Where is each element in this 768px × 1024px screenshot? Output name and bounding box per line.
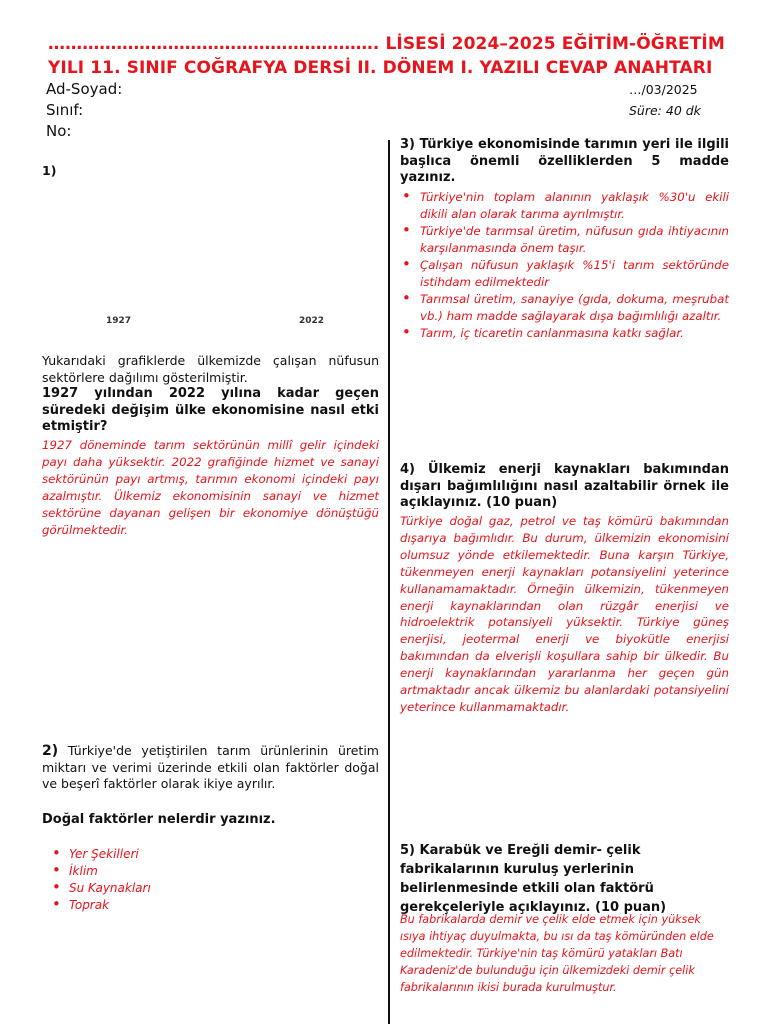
exam-title-line-2: YILI 11. SINIF COĞRAFYA DERSİ II. DÖNEM I. YAZILI CEVAP ANAHTARI bbox=[48, 58, 713, 78]
q2-number: 2) bbox=[42, 743, 59, 759]
q1-question: 1927 yılından 2022 yılına kadar geçen süredeki değişim ülke ekonomisine nasıl etki etmiştir? bbox=[42, 386, 379, 434]
q3-answer-list bbox=[400, 189, 729, 342]
q2-intro-text: Türkiye'de yetiştirilen tarım ürünlerinin üretim miktarı ve verimi üzerinde etkili olan faktörler doğal ve beşerî faktörler olarak ikiye ayrılır. bbox=[42, 743, 379, 791]
column-divider bbox=[388, 140, 390, 1024]
name-label: Ad-Soyad: bbox=[46, 80, 123, 98]
q1-intro: Yukarıdaki grafiklerde ülkemizde çalışan nüfusun sektörlere dağılımı gösterilmiştir. bbox=[42, 353, 379, 385]
q2-answer-list bbox=[42, 846, 379, 914]
list-item: • Türkiye'de tarımsal üretim, nüfusun gıda ihtiyacının karşılanmasında önem taşır. bbox=[400, 223, 729, 257]
q4-answer: Türkiye doğal gaz, petrol ve taş kömürü bakımından dışarıya bağımlıdır. Bu durum, ülkemizin ekonomisini olumsuz yönde etkilemektedir. Buna karşın Türkiye, tükenmeyen enerji kaynakları potansiyelini yeterince kullanamamaktadır. Örneğin ülkemizin, tükenmeyen enerji kaynaklarından olan rüzgâr enerjisi ve hidroelektrik potansiyeli yüksektir. Türkiye güneş enerjisi, jeotermal enerji ve biyokütle enerjisi bakımından da elverişli koşullara sahip bir ülkedir. Bu enerji kaynaklarından yararlanma her geçen gün artmaktadır ancak ülkemiz bu alanlardaki potansiyelini yeterince kullanmamaktadır. bbox=[400, 514, 729, 714]
list-item: • Su Kaynakları bbox=[42, 880, 379, 897]
list-item: • Tarımsal üretim, sanayiye (gıda, dokuma, meşrubat vb.) ham madde sağlayarak dışa bağımlılığı azaltır. bbox=[400, 291, 729, 325]
list-item: • İklim bbox=[42, 863, 379, 880]
q5-answer: Bu fabrikalarda demir ve çelik elde etmek için yüksek ısıya ihtiyaç duyulmakta, bu ısı da taş kömüründen elde edilmektedir. Türkiye'nin taş kömürü yatakları Batı Karadeniz'de bulunduğu için ülkemizdeki demir çelik fabrikalarının ikisi burada kurulmuştur. bbox=[400, 913, 714, 994]
exam-date: …/03/2025 bbox=[629, 82, 698, 97]
exam-title-line-1: …………………………………………………. LİSESİ 2024–2025 EĞİTİM-ÖĞRETİM bbox=[48, 34, 725, 54]
chart-year-1927: 1927 bbox=[106, 316, 132, 326]
class-label: Sınıf: bbox=[46, 101, 84, 119]
list-item: • Yer Şekilleri bbox=[42, 846, 379, 863]
number-label: No: bbox=[46, 122, 72, 140]
q5-question: 5) Karabük ve Ereğli demir- çelik fabrikalarının kuruluş yerlerinin belirlenmesinde etkili olan faktörü gerekçeleriyle açıklayınız. (10 puan) bbox=[400, 843, 667, 915]
q1-answer: 1927 döneminde tarım sektörünün millî gelir içindeki payı daha yüksektir. 2022 grafiğinde hizmet ve sanayi sektörünün payı artmış, tarımın ekonomi içindeki payı azalmıştır. Ülkemiz ekonomisinin sanayi ve hizmet sektörüne dayanan gelişen bir ekonomiye dönüştüğü görülmektedir. bbox=[42, 438, 379, 537]
q4-question: 4) Ülkemiz enerji kaynakları bakımından dışarı bağımlılığını nasıl azaltabilir örnek ile açıklayınız. (10 puan) bbox=[400, 462, 729, 510]
exam-duration: Süre: 40 dk bbox=[629, 103, 701, 118]
chart-year-2022: 2022 bbox=[299, 316, 325, 326]
exam-title bbox=[48, 32, 738, 80]
q1-number: 1) bbox=[42, 163, 57, 178]
list-item: • Tarım, iç ticaretin canlanmasına katkı sağlar. bbox=[400, 325, 729, 342]
q2-question: Doğal faktörler nelerdir yazınız. bbox=[42, 812, 276, 827]
list-item: • Türkiye'nin toplam alanının yaklaşık %30'u ekili dikili alan olarak tarıma ayrılmıştır. bbox=[400, 189, 729, 223]
q3-question: 3) Türkiye ekonomisinde tarımın yeri ile ilgili başlıca önemli özelliklerden 5 madde yazınız. bbox=[400, 137, 729, 185]
list-item: • Toprak bbox=[42, 897, 379, 914]
q2-intro bbox=[42, 743, 379, 793]
list-item: • Çalışan nüfusun yaklaşık %15'i tarım sektöründe istihdam edilmektedir bbox=[400, 257, 729, 291]
